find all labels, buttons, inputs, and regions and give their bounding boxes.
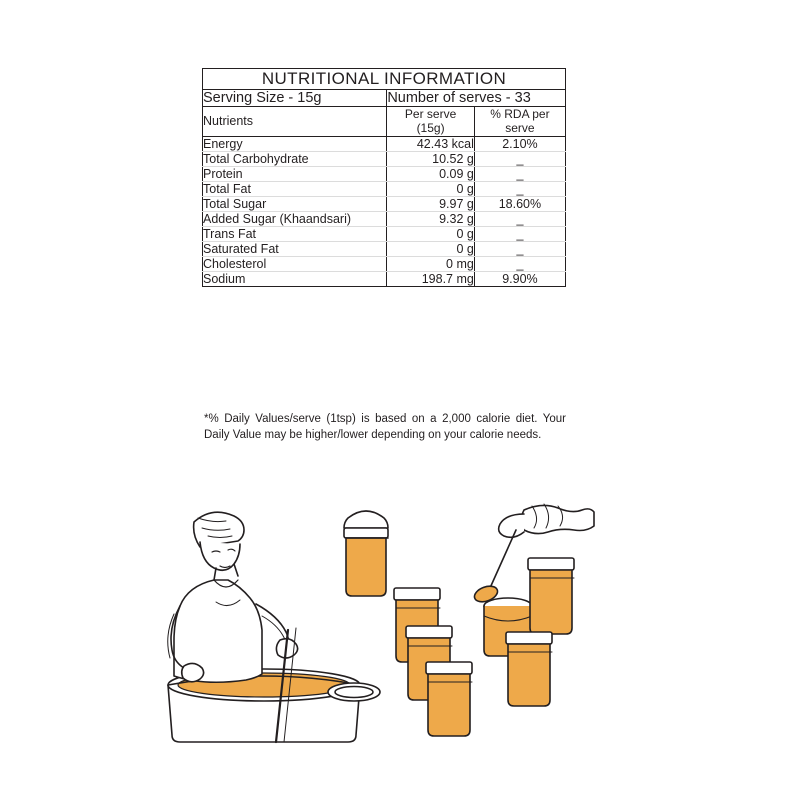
nutrient-name: Protein (203, 166, 387, 181)
nutrient-name: Total Carbohydrate (203, 151, 387, 166)
table-row (203, 241, 566, 256)
table-row (203, 196, 566, 211)
nutrient-rda: _ (474, 181, 565, 196)
nutrient-rda: _ (474, 166, 565, 181)
column-header-nutrients: Nutrients (203, 107, 387, 137)
rda-line-1: % RDA per (490, 107, 550, 121)
worker-group (168, 512, 298, 742)
jar (426, 662, 472, 736)
rda-line-2: serve (505, 121, 535, 136)
serving-row (203, 90, 566, 107)
nutrient-per-serve: 10.52 g (387, 151, 475, 166)
illustration-svg (120, 480, 680, 780)
jar (506, 632, 552, 706)
nutrient-per-serve: 198.7 mg (387, 271, 475, 286)
table-row (203, 136, 566, 151)
column-header-rda (474, 107, 565, 137)
nutrient-per-serve: 0 g (387, 181, 475, 196)
nutrient-rda: 18.60% (474, 196, 565, 211)
jar-with-dome-lid (344, 511, 388, 596)
nutrient-name: Energy (203, 136, 387, 151)
panel-title: NUTRITIONAL INFORMATION (203, 69, 566, 90)
nutrient-per-serve: 0 g (387, 241, 475, 256)
nutrient-rda: _ (474, 256, 565, 271)
table-row (203, 166, 566, 181)
table-row (203, 151, 566, 166)
table-row (203, 271, 566, 286)
nutrient-name: Total Sugar (203, 196, 387, 211)
nutrient-name: Cholesterol (203, 256, 387, 271)
column-header-per-serve (387, 107, 475, 137)
nutrient-rda: _ (474, 211, 565, 226)
per-serve-line-1: Per serve (404, 107, 457, 121)
nutrient-per-serve: 0 mg (387, 256, 475, 271)
nutritional-information-panel (202, 68, 566, 287)
nutrient-per-serve: 9.32 g (387, 211, 475, 226)
nutrient-name: Added Sugar (Khaandsari) (203, 211, 387, 226)
nutrient-name: Total Fat (203, 181, 387, 196)
table-row (203, 256, 566, 271)
nutrient-name: Saturated Fat (203, 241, 387, 256)
nutrient-rda: 2.10% (474, 136, 565, 151)
jar (528, 558, 574, 634)
jar-lid-ring (328, 683, 380, 701)
table-row (203, 181, 566, 196)
nutrient-per-serve: 0 g (387, 226, 475, 241)
serving-size-label: Serving Size - 15g (203, 90, 387, 107)
nutrition-table (202, 68, 566, 287)
table-row (203, 226, 566, 241)
nutrient-rda: _ (474, 151, 565, 166)
nutrient-rda: _ (474, 241, 565, 256)
nutrient-rda: _ (474, 226, 565, 241)
jar-cluster (394, 558, 574, 736)
nutrient-per-serve: 9.97 g (387, 196, 475, 211)
nutrient-rda: 9.90% (474, 271, 565, 286)
table-row (203, 211, 566, 226)
column-header-row (203, 107, 566, 137)
per-serve-line-2: (15g) (416, 121, 445, 136)
nutrient-per-serve: 42.43 kcal (387, 136, 475, 151)
process-illustration (120, 480, 680, 780)
nutrient-name: Sodium (203, 271, 387, 286)
daily-value-footnote: *% Daily Values/serve (1tsp) is based on a 2,000 calorie diet. Your Daily Value may be higher/lower depending on your calorie needs. (204, 413, 566, 441)
nutrient-name: Trans Fat (203, 226, 387, 241)
nutrient-per-serve: 0.09 g (387, 166, 475, 181)
table-title-row (203, 69, 566, 90)
number-of-serves-label: Number of serves - 33 (387, 90, 566, 107)
